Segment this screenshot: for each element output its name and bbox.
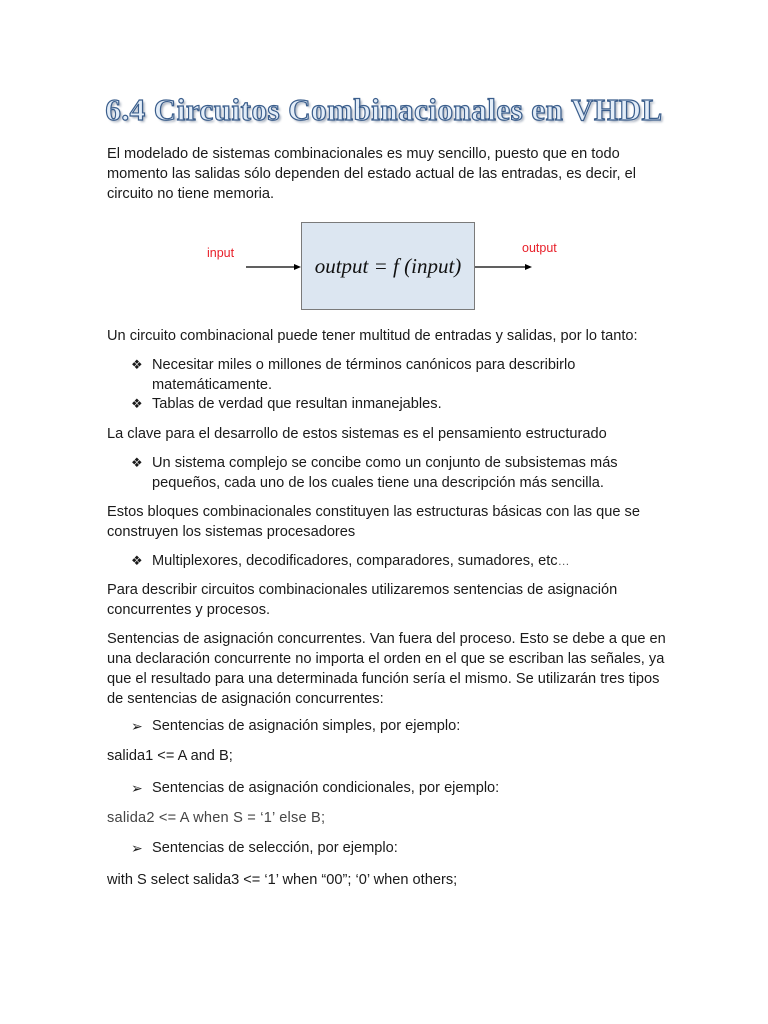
list-item: ❖ Tablas de verdad que resultan inmanejables. [131,396,442,412]
arrow-bullet-icon: ➢ [131,718,143,734]
input-arrow [246,264,301,270]
paragraph-describir: Para describir circuitos combinacionales utilizaremos sentencias de asignación concurrentes y procesos. [107,582,618,618]
output-arrow [475,264,532,270]
paragraph-multitud: Un circuito combinacional puede tener multitud de entradas y salidas, por lo tanto: [107,328,638,344]
diamond-bullet-icon: ❖ [131,396,143,411]
function-box [301,222,475,310]
code-example: with S select salida3 <= ‘1’ when “00”; ‘0’ when others; [107,872,458,888]
list-item: ➢ Sentencias de asignación condicionales, por ejemplo: [131,780,500,796]
list-item: ❖ Necesitar miles o millones de términos canónicos para describirlo matemáticamente. [131,357,576,393]
page-title: 6.4 Circuitos Combinacionales en VHDL [105,92,663,127]
arrow-bullet-icon: ➢ [131,840,143,856]
list-item: ➢ Sentencias de asignación simples, por ejemplo: [131,718,461,734]
diamond-bullet-icon: ❖ [131,553,143,568]
paragraph-bloques: Estos bloques combinacionales constituyen las estructuras básicas con las que se construyen los sistemas procesadores [107,504,640,540]
list-item: ❖ Multiplexores, decodificadores, comparadores, sumadores, etc… [131,553,570,569]
intro-paragraph: El modelado de sistemas combinacionales es muy sencillo, puesto que en todo momento las salidas sólo dependen del estado actual de las entradas, es decir, el circuito no tiene memoria. [107,146,636,202]
arrow-bullet-icon: ➢ [131,780,143,796]
diamond-bullet-icon: ❖ [131,357,143,372]
output-label: output [522,241,557,255]
function-formula: output = f (input) [314,253,462,278]
code-example: salida2 <= A when S = ‘1’ else B; [107,810,326,826]
paragraph-sentencias: Sentencias de asignación concurrentes. Van fuera del proceso. Esto se debe a que en una declaración concurrente no importa el orden en el que se escriban las señales, ya que el resultado para una determinada función sería el mismo. Se utilizarán tres tipos de sentencias de asignación concurrentes: [107,631,666,707]
list-item: ➢ Sentencias de selección, por ejemplo: [131,840,398,856]
diamond-bullet-icon: ❖ [131,455,143,470]
list-item: ❖ Un sistema complejo se concibe como un conjunto de subsistemas más pequeños, cada uno de los cuales tiene una descripción más sencilla. [131,455,618,491]
code-example: salida1 <= A and B; [107,748,233,764]
paragraph-clave: La clave para el desarrollo de estos sistemas es el pensamiento estructurado [107,426,607,442]
input-label: input [207,246,235,260]
